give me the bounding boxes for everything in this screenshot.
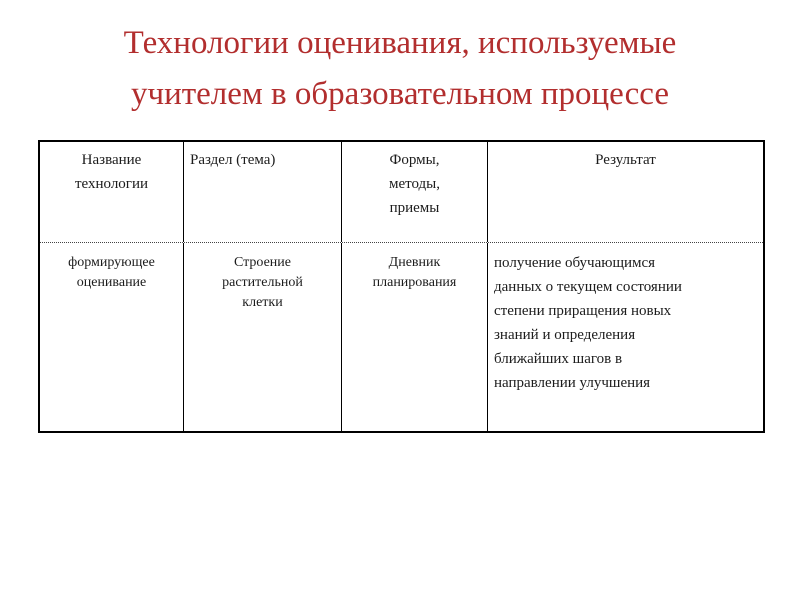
header-section-label: Раздел (тема) xyxy=(190,152,276,168)
cell-technology-name xyxy=(40,243,183,431)
table-header-row xyxy=(40,142,763,243)
slide-title-line-1: Технологии оценивания, используемые xyxy=(123,25,677,61)
header-methods-line-3: приемы xyxy=(389,200,440,216)
cell-result xyxy=(487,243,763,431)
header-cell-methods xyxy=(341,142,487,242)
section-line-1: Строение xyxy=(233,255,292,270)
result-line-5: ближайших шагов в xyxy=(494,351,623,367)
table-row xyxy=(40,243,763,431)
section-line-3: клетки xyxy=(242,295,283,310)
technology-table xyxy=(38,140,765,433)
header-cell-result xyxy=(487,142,763,242)
header-cell-technology-name xyxy=(40,142,183,242)
header-result-label: Результат xyxy=(595,152,656,168)
header-technology-name-line-1: Название xyxy=(81,152,142,168)
methods-line-1: Дневник xyxy=(388,255,441,270)
technology-name-line-2: оценивание xyxy=(76,275,147,290)
slide-title-line-2: учителем в образовательном процессе xyxy=(130,76,669,112)
cell-section xyxy=(183,243,341,431)
methods-line-2: планирования xyxy=(372,275,457,290)
result-line-1: получение обучающимся xyxy=(494,255,656,271)
header-cell-section xyxy=(183,142,341,242)
header-methods-line-2: методы, xyxy=(388,176,441,192)
result-line-4: знаний и определения xyxy=(494,327,636,343)
header-methods-line-1: Формы, xyxy=(389,152,440,168)
result-line-6: направлении улучшения xyxy=(494,375,651,391)
slide-title xyxy=(0,18,800,120)
technology-name-line-1: формирующее xyxy=(68,255,155,270)
cell-methods xyxy=(341,243,487,431)
header-technology-name-line-2: технологии xyxy=(74,176,149,192)
result-line-2: данных о текущем состоянии xyxy=(494,279,682,295)
result-line-3: степени приращения новых xyxy=(494,303,672,319)
section-line-2: растительной xyxy=(222,275,303,290)
